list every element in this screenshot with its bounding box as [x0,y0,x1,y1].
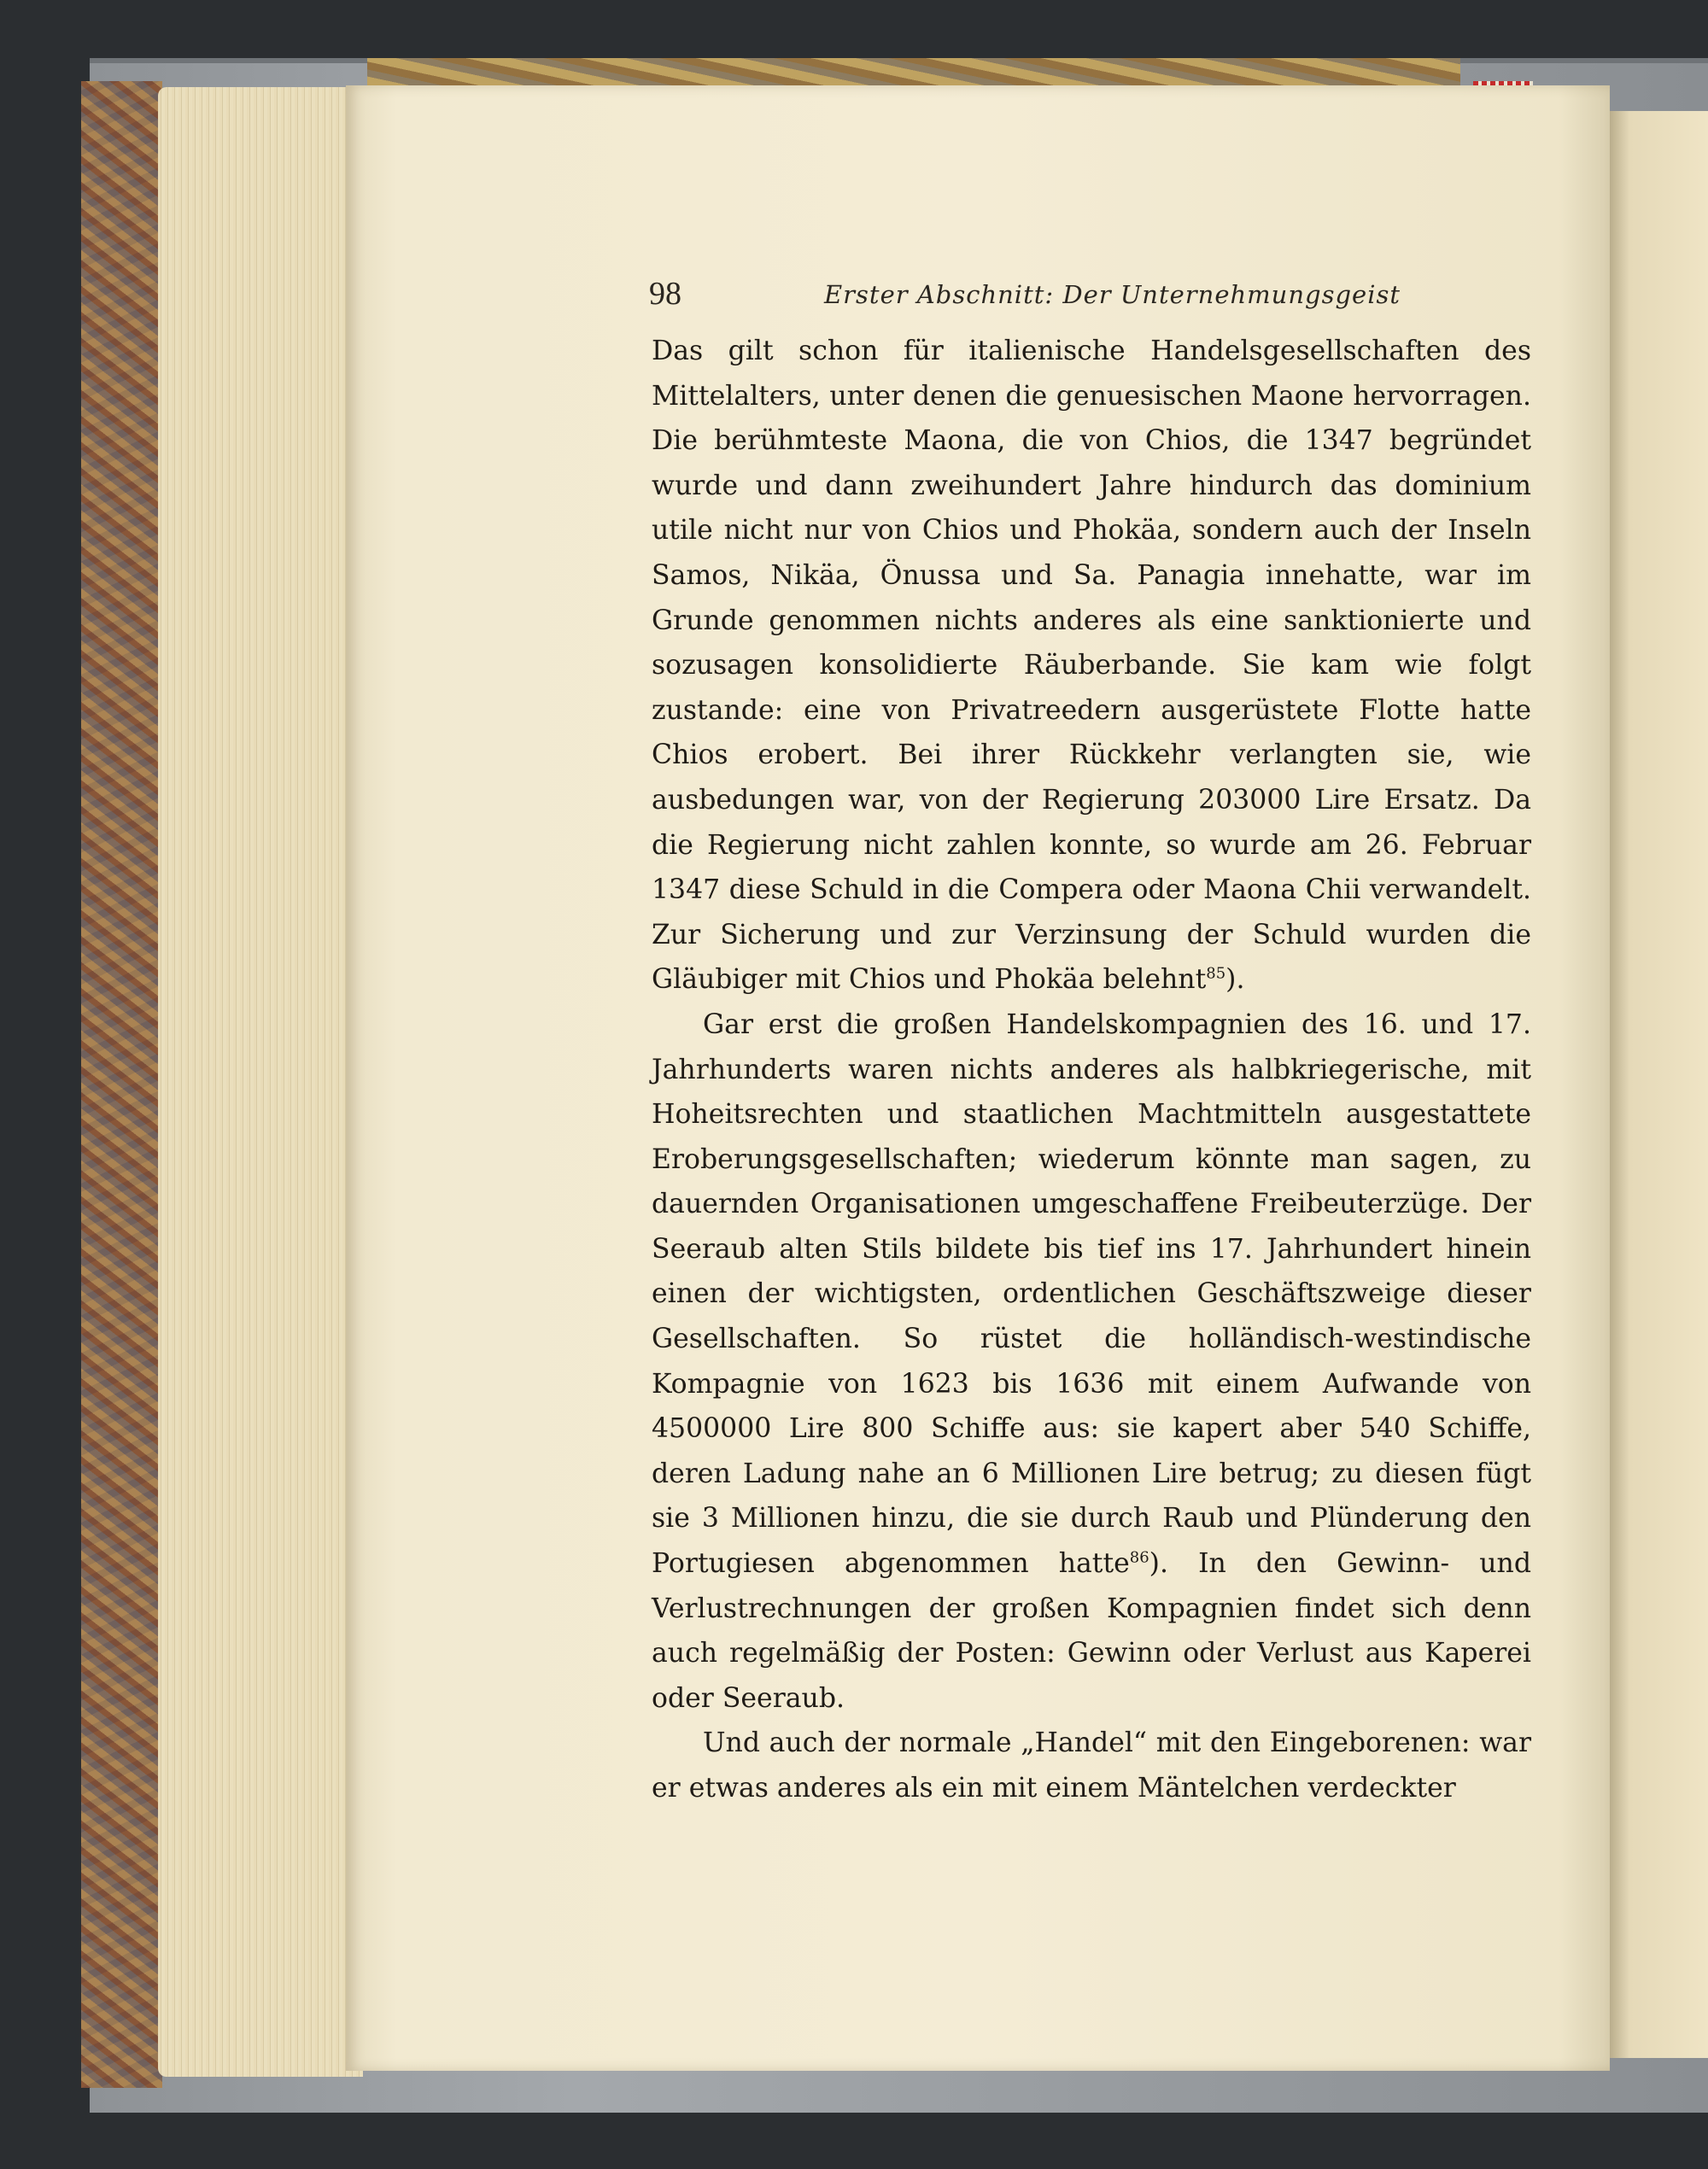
marbled-endpaper-side [81,81,162,2088]
facing-page-edge [1610,111,1708,2058]
paragraph-3 [652,1721,1531,1810]
running-title: Erster Abschnitt: Der Unternehmungsgeist [824,280,1401,309]
footnote-ref-85: 85 [1206,964,1226,983]
paragraph-2-tail: ). In den Gewinn- und Verlustrechnungen der großen Kompagnien findet sich denn auch regelmäßig der Posten: Gewinn oder Verlust aus Kaperei oder Seeraub. [652,1548,1531,1714]
paragraph-2 [652,1003,1531,1722]
paragraph-1-text: Das gilt schon für italienische Handelsgesellschaften des Mittelalters, unter denen die genuesischen Maone hervorragen. Die berühmteste Maona, die von Chios, die 1347 begründet wurde und dann zweihundert Jahre hindurch das dominium utile nicht nur von Chios und Phokäa, sondern auch der Inseln Samos, Nikäa, Önussa und Sa. Panagia innehatte, war im Grunde genommen nichts anderes als eine sanktionierte und sozusagen konsolidierte Räuberbande. Sie kam wie folgt zustande: eine von Privatreedern ausgerüstete Flotte hatte Chios erobert. Bei ihrer Rückkehr verlangten sie, wie ausbedungen war, von der Regierung 203000 Lire Ersatz. Da die Regierung nicht zahlen konnte, so wurde am 26. Februar 1347 diese Schuld in die Compera oder Maona Chii verwandelt. Zur Sicherung und zur Verzinsung der Schuld wurden die Gläubiger mit Chios und Phokäa belehnt [652,336,1531,996]
footnote-ref-86: 86 [1129,1548,1149,1567]
paragraph-1-tail: ). [1225,964,1245,996]
page-number: 98 [649,276,681,312]
page-stack-edges [158,87,363,2077]
paragraph-2-text: Gar erst die großen Handelskompagnien des 16. und 17. Jahrhunderts waren nichts anderes als halbkriegerische, mit Hoheitsrechten und staatlichen Machtmitteln ausgestattete Eroberungsgesellschaften; wiederum könnte man sagen, zu dauernden Organisationen umgeschaffene Freibeuterzüge. Der Seeraub alten Stils bildete bis tief ins 17. Jahrhundert hinein einen der wichtigsten, ordentlichen Geschäftszweige dieser Gesellschaften. So rüstet die holländisch-westindische Kompagnie von 1623 bis 1636 mit einem Aufwande von 4500000 Lire 800 Schiffe aus: sie kapert aber 540 Schiffe, deren Ladung nahe an 6 Millionen Lire betrug; zu diesen fügt sie 3 Millionen hinzu, die sie durch Raub und Plünderung den Portugiesen abgenommen hatte [652,1008,1531,1580]
paragraph-1 [652,329,1531,1003]
running-header [649,275,1529,318]
paragraph-3-text: Und auch der normale „Handel“ mit den Eingeborenen: war er etwas anderes als ein mit einem Mäntelchen verdeckter [652,1728,1531,1804]
body-text [652,329,1531,1811]
